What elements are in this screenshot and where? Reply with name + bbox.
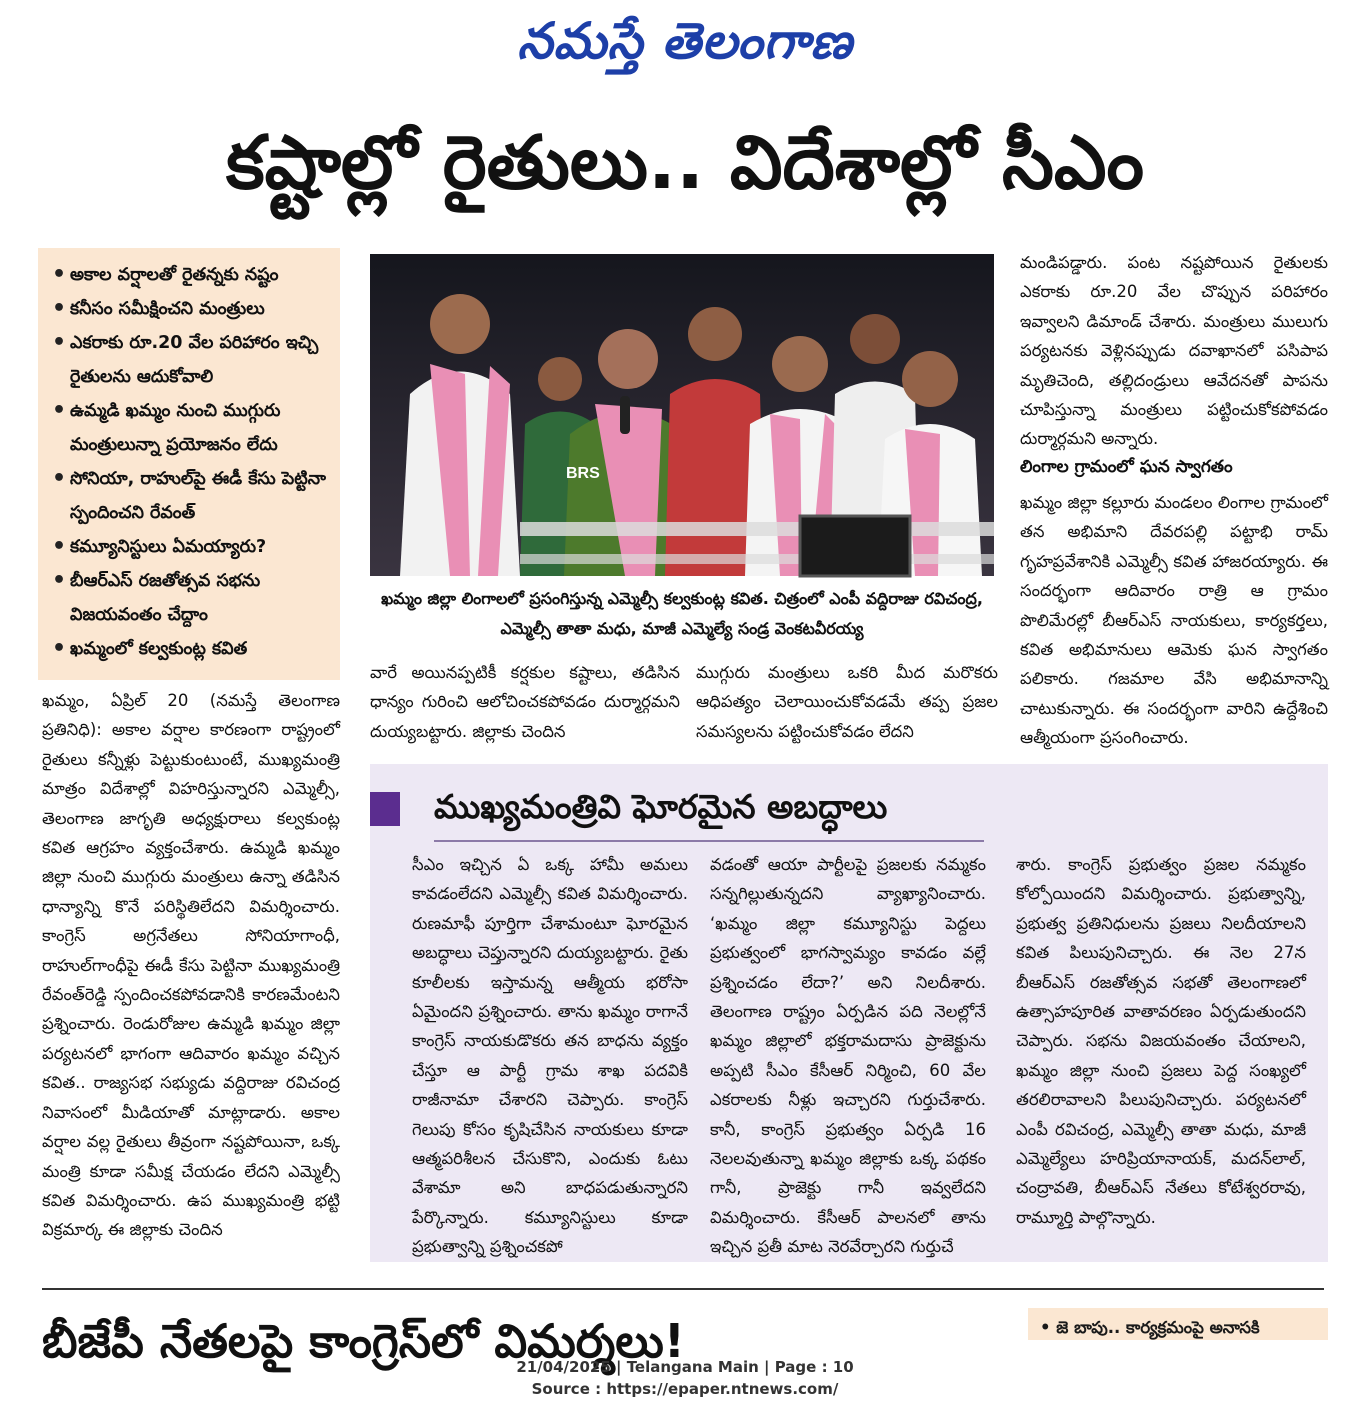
highlights-box	[38, 248, 340, 680]
highlight-item: • కమ్యూనిస్టులు ఏమయ్యారు?	[50, 530, 332, 564]
next-story-headline-text: బీజేపీ నేతలపై కాంగ్రెస్‌లో విమర్శలు!	[42, 1314, 685, 1368]
masthead-logo: నమస్తే తెలంగాణ	[517, 11, 853, 70]
next-story-highlights	[1028, 1308, 1328, 1340]
box-column-1: సీఎం ఇచ్చిన ఏ ఒక్క హామీ అమలు కావడంలేదని ఎమ్మెల్సీ కవిత విమర్శించారు. రుణమాఫీ పూర్తిగా చేశామంటూ ఘోరమైన అబద్ధాలు చెప్తున్నారని దుయ్యబట్టారు. రైతు కూలీలకు ఇస్తామన్న ఆత్మీయ భరోసా ఏమైందని ప్రశ్నించారు. తాను ఖమ్మం రాగానే కాంగ్రెస్ నాయకుడొకరు తన బాధను వ్యక్తం చేస్తూ ఆ పార్టీ గ్రామ శాఖ పదవికి రాజీనామా చేశారని చెప్పారు. కాంగ్రెస్ గెలుపు కోసం కృషిచేసిన నాయకులు కూడా ఆత్మపరిశీలన చేసుకొని, ఎందుకు ఓటు వేశామా అని బాధపడుతున్నారని పేర్కొన్నారు. కమ్యూనిస్టులు కూడా ప్రభుత్వాన్ని ప్రశ్నించకపో	[412, 855, 688, 1257]
article-column-1: ఖమ్మం, ఏప్రిల్ 20 (నమస్తే తెలంగాణ ప్రతినిధి): అకాల వర్షాల కారణంగా రాష్ట్రంలో రైతులు కన్నీళ్లు పెట్టుకుంటుంటే, ముఖ్యమంత్రి మాత్రం విదేశాల్లో విహరిస్తున్నారని ఎమ్మెల్సీ, తెలంగాణ జాగృతి అధ్యక్షురాలు కల్వకుంట్ల కవిత ఆగ్రహం వ్యక్తంచేశారు. ఉమ్మడి ఖమ్మం జిల్లా నుంచి ముగ్గురు మంత్రులు ఉన్నా తడిసిన ధాన్యాన్ని కొనే పరిస్థితిలేదని విమర్శించారు. కాంగ్రెస్ అగ్రనేతలు సోనియాగాంధీ, రాహుల్‌గాంధీపై ఈడీ కేసు పెట్టినా ముఖ్యమంత్రి రేవంత్‌రెడ్డి స్పందించకపోవడానికి కారణమేంటని ప్రశ్నించారు. రెండురోజుల ఉమ్మడి ఖమ్మం జిల్లా పర్యటనలో భాగంగా ఆదివారం ఖమ్మం వచ్చిన కవిత.. రాజ్యసభ సభ్యుడు వద్దిరాజు రవిచంద్ర నివాసంలో మీడియాతో మాట్లాడారు. అకాల వర్షాల వల్ల రైతులు తీవ్రంగా నష్టపోయినా, ఒక్క మంత్రి కూడా సమీక్ష చేయడం లేదని ఎమ్మెల్సీ కవిత విమర్శించారు. ఉప ముఖ్యమంత్రి భట్టి విక్రమార్క ఈ జిల్లాకు చెందిన	[42, 691, 340, 1240]
highlight-item: • ఉమ్మడి ఖమ్మం నుంచి ముగ్గురు మంత్రులున్నా ప్రయోజనం లేదు	[50, 394, 332, 462]
highlight-item: • కనీసం సమీక్షించని మంత్రులు	[50, 292, 332, 326]
highlight-item: • ఎకరాకు రూ.20 వేల పరిహారం ఇచ్చి రైతులను ఆదుకోవాలి	[50, 326, 332, 394]
highlight-item: • సోనియా, రాహుల్‌పై ఈడీ కేసు పెట్టినా స్పందించని రేవంత్	[50, 462, 332, 530]
next-story-highlight-item: • జె బాపు.. కార్యక్రమంపై అనాసకి	[1040, 1318, 1260, 1337]
box-accent-bar	[370, 792, 400, 826]
box-title: ముఖ్యమంత్రివి ఘోరమైన అబద్ధాలు	[434, 787, 888, 826]
highlight-item: • బీఆర్‌ఎస్ రజతోత్సవ సభను విజయవంతం చేద్దాం	[50, 564, 332, 632]
section-divider	[42, 1288, 1324, 1290]
box-column-3: శారు. కాంగ్రెస్ ప్రభుత్వం ప్రజల నమ్మకం కోల్పోయిందని విమర్శించారు. ప్రభుత్వాన్ని, ప్రభుత్వ ప్రతినిధులను ప్రజలు నిలదీయాలని కవిత పిలుపునిచ్చారు. ఈ నెల 27న బీఆర్‌ఎస్ రజతోత్సవ సభతో తెలంగాణలో ఉత్సాహపూరిత వాతావరణం ఏర్పడుతుందని చెప్పారు. సభను విజయవంతం చేయాలని, ఖమ్మం జిల్లా నుంచి ప్రజలు పెద్ద సంఖ్యలో తరలిరావాలని పిలుపునిచ్చారు. పర్యటనలో ఎంపీ రవిచంద్ర, ఎమ్మెల్సీ తాతా మధు, మాజీ ఎమ్మెల్యేలు హరిప్రియానాయక్, మదన్‌లాల్, చంద్రావతి, బీఆర్‌ఎస్ నేతలు కోటేశ్వరరావు, రామ్మూర్తి పాల్గొన్నారు.	[1016, 855, 1306, 1227]
article-column-4: మండిపడ్డారు. పంట నష్టపోయిన రైతులకు ఎకరాకు రూ.20 వేల చొప్పున పరిహారం ఇవ్వాలని డిమాండ్ చేశారు. మంత్రులు ములుగు పర్యటనకు వెళ్లినప్పుడు దవాఖానలో పసిపాప మృతిచెంది, తల్లిదండ్రులు ఆవేదనతో పాపను చూపిస్తున్నా మంత్రులు పట్టించుకోకపోవడం దుర్మార్గమని అన్నారు.	[1020, 253, 1328, 449]
photo-caption: ఖమ్మం జిల్లా లింగాలలో ప్రసంగిస్తున్న ఎమ్మెల్సీ కల్వకుంట్ల కవిత. చిత్రంలో ఎంపీ వద్దిరాజు రవిచంద్ర, ఎమ్మెల్సీ తాతా మధు, మాజీ ఎమ్మెల్యే సండ్ర వెంకటవీరయ్య	[381, 589, 983, 638]
highlights-list	[50, 258, 332, 666]
box-column-2: వడంతో ఆయా పార్టీలపై ప్రజలకు నమ్మకం సన్నగిల్లుతున్నదని వ్యాఖ్యానించారు. ‘ఖమ్మం జిల్లా కమ్యూనిస్టు పెద్దలు ప్రభుత్వంలో భాగస్వామ్యం కావడం వల్లే ప్రశ్నించడం లేదా?’ అని నిలదీశారు. తెలంగాణ రాష్ట్రం ఏర్పడిన పది నెలల్లోనే ఖమ్మం జిల్లాలో భక్తరామదాసు ప్రాజెక్టును అప్పటి సీఎం కేసీఆర్ నిర్మించి, 60 వేల ఎకరాలకు నీళ్లు ఇచ్చారని గుర్తుచేశారు. కానీ, కాంగ్రెస్ ప్రభుత్వం ఏర్పడి 16 నెలలవుతున్నా ఖమ్మం జిల్లాకు ఒక్క పథకం గానీ, ప్రాజెక్టు గానీ ఇవ్వలేదని విమర్శించారు. కేసీఆర్ పాలనలో తాను ఇచ్చిన ప్రతీ మాట నెరవేర్చారని గుర్తుచే	[710, 855, 986, 1257]
brs-banner-text: BRS	[566, 465, 600, 482]
article-column-5: ఖమ్మం జిల్లా కల్లూరు మండలం లింగాల గ్రామంలో తన అభిమాని దేవరపల్లి పట్టాభి రామ్ గృహప్రవేశానికి ఎమ్మెల్సీ కవిత హాజరయ్యారు. ఈ సందర్భంగా ఆదివారం రాత్రి ఆ గ్రామం పొలిమేరల్లో బీఆర్‌ఎస్ నాయకులు, కార్యకర్తలు, కవిత అభిమానులు ఆమెకు ఘన స్వాగతం పలికారు. గజమాల వేసి అభిమానాన్ని చాటుకున్నారు. ఈ సందర్భంగా వారిని ఉద్దేశించి ఆత్మీయంగా ప్రసంగించారు.	[1020, 493, 1328, 748]
highlight-item: • ఖమ్మంలో కల్వకుంట్ల కవిత	[50, 632, 332, 666]
news-photo	[370, 254, 994, 576]
article-column-2: వారే అయినప్పటికీ కర్షకుల కష్టాలు, తడిసిన ధాన్యం గురించి ఆలోచించకపోవడం దుర్మార్గమని దుయ్యబట్టారు. జిల్లాకు చెందిన	[370, 663, 680, 741]
page-headline: కష్టాల్లో రైతులు.. విదేశాల్లో సీఎం	[225, 120, 1145, 206]
page-footer	[0, 1356, 1370, 1400]
footer-date-line: 21/04/2025 | Telangana Main | Page : 10	[516, 1358, 854, 1376]
footer-source-line: Source : https://epaper.ntnews.com/	[531, 1380, 839, 1398]
article-subheading: లింగాల గ్రామంలో ఘన స్వాగతం	[1020, 457, 1233, 477]
box-title-underline	[434, 840, 984, 842]
news-photo-illustration	[370, 254, 994, 576]
highlight-item: • అకాల వర్షాలతో రైతన్నకు నష్టం	[50, 258, 332, 292]
sidebar-story-box	[370, 764, 1328, 1262]
article-column-3: ముగ్గురు మంత్రులు ఒకరి మీద మరొకరు ఆధిపత్యం చెలాయించుకోవడమే తప్ప ప్రజల సమస్యలను పట్టించుకోవడం లేదని	[696, 663, 998, 741]
